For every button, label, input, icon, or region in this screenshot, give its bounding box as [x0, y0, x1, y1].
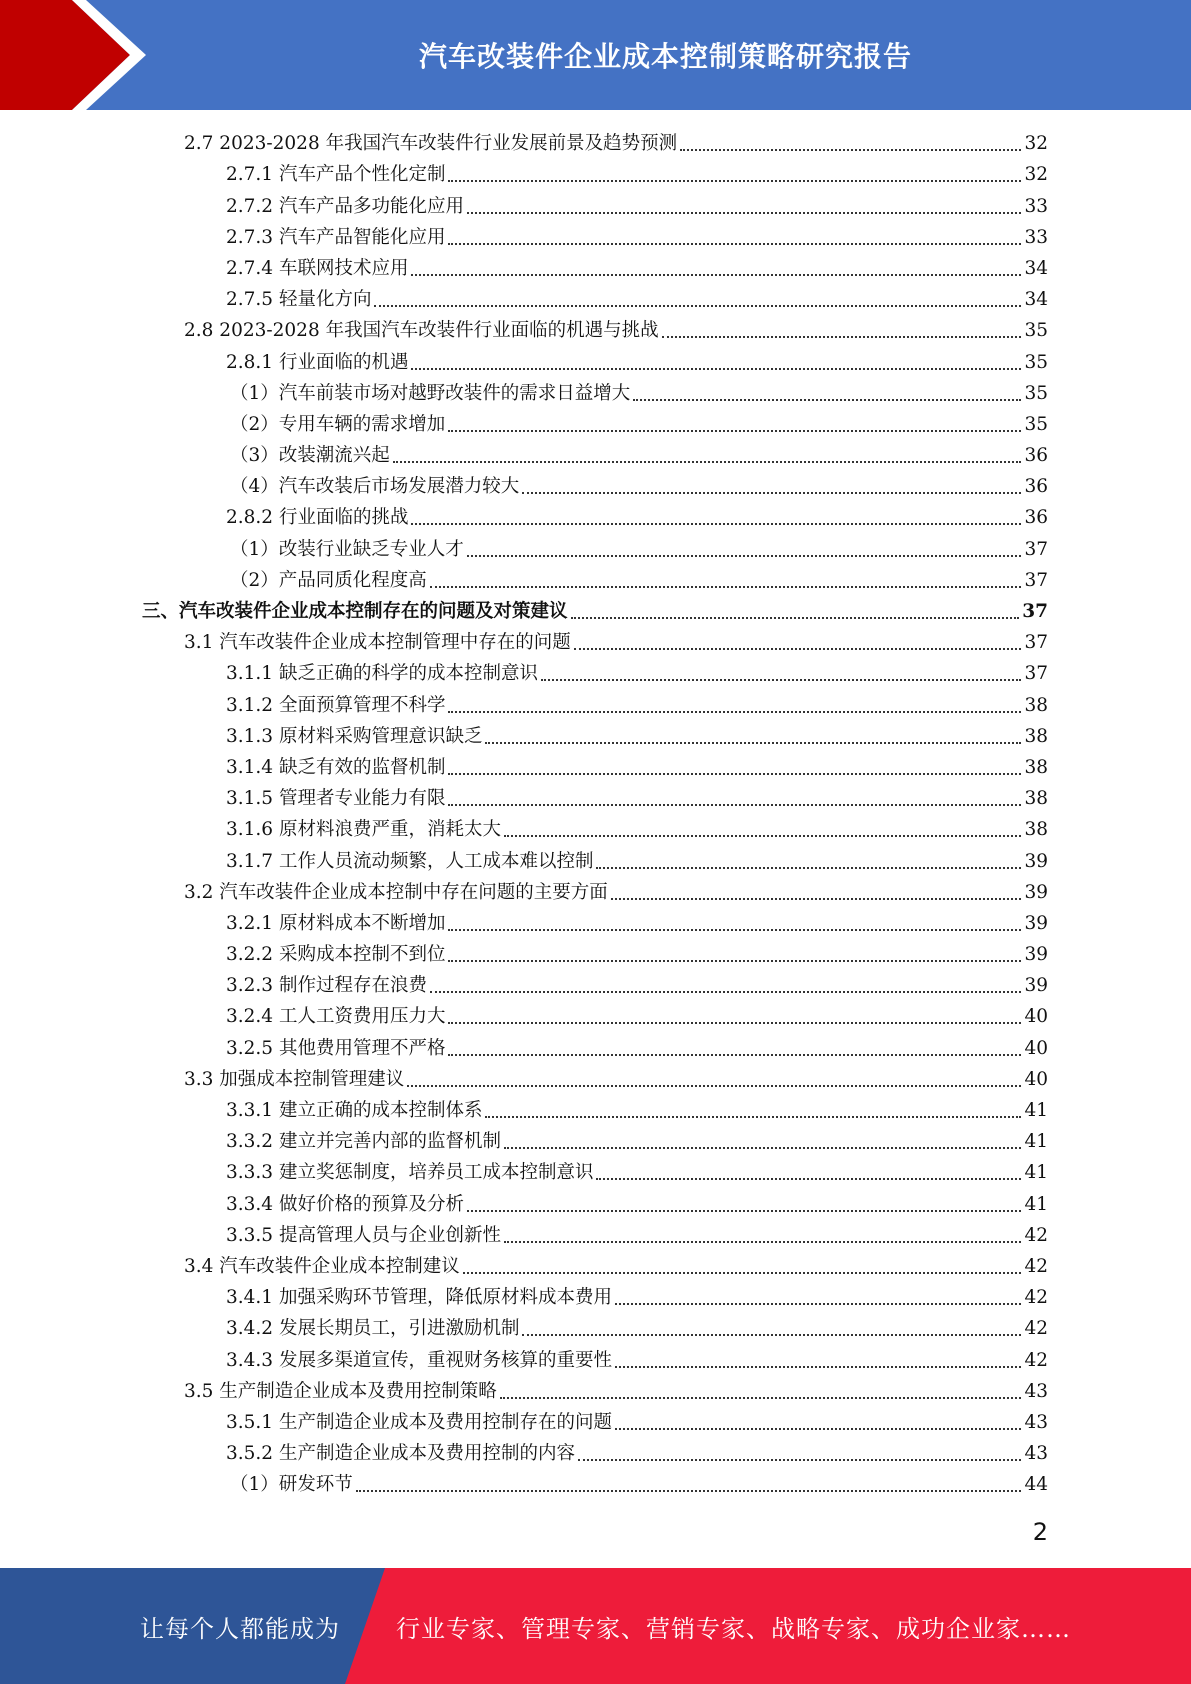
toc-entry-page: 38	[1024, 725, 1048, 747]
toc-entry-page: 40	[1024, 1037, 1048, 1059]
toc-leader-dots	[615, 1366, 1021, 1368]
toc-entry[interactable]	[142, 721, 1048, 752]
toc-entry-title: 3.2.5 其他费用管理不严格	[226, 1037, 446, 1059]
toc-leader-dots	[578, 1459, 1021, 1461]
toc-entry[interactable]	[142, 1282, 1048, 1313]
toc-entry-title: 3.4.2 发展长期员工，引进激励机制	[226, 1318, 520, 1340]
toc-leader-dots	[411, 274, 1021, 276]
toc-entry-page: 37	[1024, 632, 1048, 654]
toc-entry[interactable]	[142, 159, 1048, 190]
toc-entry-title: （1）改装行业缺乏专业人才	[230, 538, 464, 560]
toc-leader-dots	[541, 679, 1021, 681]
toc-leader-dots	[448, 430, 1021, 432]
toc-entry-page: 41	[1024, 1162, 1048, 1184]
toc-entry-title: （2）产品同质化程度高	[230, 569, 427, 591]
toc-entry-title: （1）汽车前装市场对越野改装件的需求日益增大	[230, 382, 631, 404]
page-header	[0, 0, 1191, 110]
toc-leader-dots	[633, 399, 1021, 401]
toc-entry-title: 3.3.5 提高管理人员与企业创新性	[226, 1224, 501, 1246]
page-footer	[0, 1568, 1191, 1684]
toc-entry-page: 33	[1024, 195, 1048, 217]
toc-leader-dots	[504, 835, 1021, 837]
toc-entry-page: 41	[1024, 1100, 1048, 1121]
toc-entry-page: 39	[1024, 850, 1048, 872]
toc-entry-title: 3.2.4 工人工资费用压力大	[226, 1006, 446, 1028]
toc-entry-page: 39	[1024, 912, 1048, 934]
toc-entry[interactable]	[142, 1438, 1048, 1469]
toc-entry[interactable]	[142, 783, 1048, 814]
toc-leader-dots	[571, 617, 1020, 619]
toc-entry[interactable]	[142, 1095, 1048, 1126]
toc-entry[interactable]	[142, 1001, 1048, 1032]
toc-leader-dots	[393, 461, 1022, 463]
toc-entry-page: 35	[1024, 351, 1048, 373]
toc-leader-dots	[662, 336, 1022, 338]
toc-entry-page: 38	[1024, 788, 1048, 810]
toc-entry-page: 36	[1024, 476, 1048, 498]
toc-entry-title: 3.2.2 采购成本控制不到位	[226, 944, 446, 966]
toc-entry[interactable]	[142, 190, 1048, 221]
toc-entry-page: 39	[1024, 975, 1048, 997]
toc-entry-title: 3.2.1 原材料成本不断增加	[226, 912, 446, 934]
toc-entry-title: 3.2 汽车改装件企业成本控制中存在问题的主要方面	[184, 881, 608, 903]
toc-leader-dots	[500, 1397, 1022, 1399]
toc-leader-dots	[467, 1210, 1021, 1212]
toc-entry[interactable]	[142, 1032, 1048, 1063]
toc-entry-page: 39	[1024, 944, 1048, 966]
toc-entry[interactable]	[142, 1407, 1048, 1438]
header-red-arrow	[0, 0, 130, 110]
toc-leader-dots	[485, 742, 1021, 744]
toc-entry-page: 43	[1024, 1443, 1048, 1465]
toc-entry-page: 42	[1024, 1224, 1048, 1246]
toc-leader-dots	[411, 368, 1021, 370]
toc-leader-dots	[522, 1334, 1021, 1336]
toc-entry-page: 37	[1024, 569, 1048, 591]
toc-entry-title: 3.5.1 生产制造企业成本及费用控制存在的问题	[226, 1411, 612, 1433]
toc-entry[interactable]	[142, 471, 1048, 502]
toc-leader-dots	[448, 929, 1021, 931]
toc-entry[interactable]	[142, 970, 1048, 1001]
table-of-contents	[142, 128, 1048, 1500]
toc-entry-page: 40	[1024, 1006, 1048, 1028]
toc-entry-title: 3.5 生产制造企业成本及费用控制策略	[184, 1380, 497, 1402]
toc-entry-page: 37	[1024, 538, 1048, 560]
toc-leader-dots	[430, 991, 1021, 993]
toc-entry[interactable]	[142, 253, 1048, 284]
toc-entry-page: 32	[1024, 133, 1048, 155]
toc-entry[interactable]	[142, 627, 1048, 658]
toc-entry[interactable]	[142, 565, 1048, 596]
toc-entry-page: 35	[1024, 320, 1048, 342]
toc-entry-page: 34	[1024, 257, 1048, 279]
toc-leader-dots	[463, 1272, 1022, 1274]
toc-entry-page: 33	[1024, 226, 1048, 248]
toc-entry-page: 41	[1024, 1131, 1048, 1153]
toc-entry-title: 2.7.3 汽车产品智能化应用	[226, 226, 446, 248]
toc-leader-dots	[430, 586, 1022, 588]
toc-entry[interactable]	[142, 845, 1048, 876]
toc-entry-title: 3.2.3 制作过程存在浪费	[226, 975, 427, 997]
toc-leader-dots	[374, 305, 1021, 307]
toc-entry-title: 2.7.2 汽车产品多功能化应用	[226, 195, 464, 217]
toc-entry[interactable]	[142, 222, 1048, 253]
toc-entry-page: 44	[1024, 1474, 1048, 1496]
toc-entry-title: 2.8.1 行业面临的机遇	[226, 351, 409, 373]
page-number: 2	[1032, 1518, 1048, 1546]
toc-leader-dots	[448, 243, 1021, 245]
toc-entry-title: 3.3 加强成本控制管理建议	[184, 1068, 405, 1090]
toc-entry-page: 41	[1024, 1193, 1048, 1215]
toc-entry-page: 42	[1024, 1318, 1048, 1340]
toc-entry-title: 3.4.3 发展多渠道宣传，重视财务核算的重要性	[226, 1349, 612, 1371]
toc-entry[interactable]	[142, 1251, 1048, 1282]
toc-entry[interactable]	[142, 596, 1048, 627]
toc-entry-page: 39	[1024, 881, 1048, 903]
toc-entry-title: 3.5.2 生产制造企业成本及费用控制的内容	[226, 1443, 575, 1465]
toc-entry-title: 3.4 汽车改装件企业成本控制建议	[184, 1255, 460, 1277]
toc-leader-dots	[467, 212, 1021, 214]
toc-entry[interactable]	[142, 689, 1048, 720]
toc-entry-page: 36	[1024, 507, 1048, 529]
toc-entry-title: （2）专用车辆的需求增加	[230, 413, 446, 435]
toc-entry-page: 38	[1024, 819, 1048, 841]
toc-leader-dots	[448, 180, 1021, 182]
toc-leader-dots	[485, 1116, 1021, 1118]
toc-entry-page: 38	[1024, 694, 1048, 716]
toc-entry-title: 3.1.7 工作人员流动频繁，人工成本难以控制	[226, 850, 594, 872]
toc-entry-title: 2.8 2023-2028 年我国汽车改装件行业面临的机遇与挑战	[184, 320, 659, 342]
toc-entry-title: 3.1.5 管理者专业能力有限	[226, 788, 446, 810]
toc-entry-title: 3.3.3 建立奖惩制度，培养员工成本控制意识	[226, 1162, 594, 1184]
toc-entry[interactable]	[142, 908, 1048, 939]
toc-leader-dots	[504, 1147, 1021, 1149]
toc-entry[interactable]	[142, 814, 1048, 845]
toc-entry-title: 2.7 2023-2028 年我国汽车改装件行业发展前景及趋势预测	[184, 133, 678, 155]
toc-entry[interactable]	[142, 315, 1048, 346]
toc-leader-dots	[680, 149, 1021, 151]
toc-entry-title: 3.1.3 原材料采购管理意识缺乏	[226, 725, 483, 747]
toc-leader-dots	[448, 804, 1021, 806]
toc-entry-page: 40	[1024, 1068, 1048, 1090]
toc-entry-title: 3.3.1 建立正确的成本控制体系	[226, 1100, 483, 1121]
toc-leader-dots	[596, 867, 1021, 869]
toc-entry[interactable]	[142, 346, 1048, 377]
toc-entry[interactable]	[142, 284, 1048, 315]
toc-entry-page: 38	[1024, 756, 1048, 778]
toc-leader-dots	[522, 492, 1021, 494]
toc-entry[interactable]	[142, 1220, 1048, 1251]
toc-entry-page: 34	[1024, 289, 1048, 311]
toc-entry[interactable]	[142, 939, 1048, 970]
toc-entry-page: 42	[1024, 1349, 1048, 1371]
toc-entry[interactable]	[142, 877, 1048, 908]
header-title: 汽车改装件企业成本控制策略研究报告	[418, 40, 912, 73]
toc-leader-dots	[467, 555, 1022, 557]
toc-entry[interactable]	[142, 1344, 1048, 1375]
toc-leader-dots	[411, 523, 1021, 525]
toc-entry-title: （1）研发环节	[230, 1474, 353, 1496]
toc-entry-page: 43	[1024, 1380, 1048, 1402]
toc-leader-dots	[448, 1054, 1021, 1056]
footer-slogan-right: 行业专家、管理专家、营销专家、战略专家、成功企业家……	[396, 1614, 1071, 1643]
toc-leader-dots	[615, 1303, 1021, 1305]
toc-entry-title: 2.8.2 行业面临的挑战	[226, 507, 409, 529]
toc-entry[interactable]	[142, 502, 1048, 533]
toc-entry-page: 37	[1024, 663, 1048, 685]
header-arrow-decoration	[0, 0, 160, 110]
toc-entry[interactable]	[142, 128, 1048, 159]
toc-leader-dots	[596, 1178, 1021, 1180]
toc-entry-title: 2.7.4 车联网技术应用	[226, 257, 409, 279]
toc-entry[interactable]	[142, 1126, 1048, 1157]
toc-entry-page: 37	[1022, 601, 1048, 622]
toc-entry[interactable]	[142, 533, 1048, 564]
toc-entry-title: 3.3.4 做好价格的预算及分析	[226, 1193, 464, 1215]
toc-entry[interactable]	[142, 440, 1048, 471]
toc-entry-title: 三、汽车改装件企业成本控制存在的问题及对策建议	[142, 601, 568, 622]
toc-entry[interactable]	[142, 1376, 1048, 1407]
toc-leader-dots	[504, 1241, 1021, 1243]
toc-entry-title: 3.3.2 建立并完善内部的监督机制	[226, 1131, 501, 1153]
toc-entry[interactable]	[142, 752, 1048, 783]
toc-entry-page: 36	[1024, 445, 1048, 467]
toc-entry[interactable]	[142, 1313, 1048, 1344]
toc-entry-title: （3）改装潮流兴起	[230, 445, 390, 467]
toc-entry-title: 3.4.1 加强采购环节管理，降低原材料成本费用	[226, 1287, 612, 1309]
toc-entry[interactable]	[142, 1157, 1048, 1188]
toc-entry[interactable]	[142, 1188, 1048, 1219]
toc-entry-page: 35	[1024, 382, 1048, 404]
toc-leader-dots	[574, 648, 1022, 650]
toc-entry-title: 3.1.2 全面预算管理不科学	[226, 694, 446, 716]
toc-leader-dots	[448, 1022, 1021, 1024]
toc-leader-dots	[448, 711, 1021, 713]
toc-leader-dots	[448, 773, 1021, 775]
toc-entry-page: 32	[1024, 164, 1048, 186]
toc-entry-title: 3.1.1 缺乏正确的科学的成本控制意识	[226, 663, 538, 685]
toc-entry-page: 42	[1024, 1255, 1048, 1277]
toc-entry-title: 3.1.6 原材料浪费严重，消耗太大	[226, 819, 501, 841]
toc-entry[interactable]	[142, 1469, 1048, 1500]
toc-entry-title: （4）汽车改装后市场发展潜力较大	[230, 476, 520, 498]
toc-entry-title: 2.7.5 轻量化方向	[226, 289, 372, 311]
toc-leader-dots	[407, 1085, 1021, 1087]
toc-entry-title: 2.7.1 汽车产品个性化定制	[226, 164, 446, 186]
toc-entry-title: 3.1.4 缺乏有效的监督机制	[226, 756, 446, 778]
toc-entry[interactable]	[142, 378, 1048, 409]
toc-leader-dots	[448, 960, 1021, 962]
toc-entry-page: 35	[1024, 413, 1048, 435]
toc-leader-dots	[615, 1428, 1021, 1430]
toc-entry-page: 43	[1024, 1411, 1048, 1433]
toc-leader-dots	[611, 898, 1022, 900]
toc-entry-page: 42	[1024, 1287, 1048, 1309]
toc-entry[interactable]	[142, 1064, 1048, 1095]
footer-slogan-left: 让每个人都能成为	[140, 1614, 340, 1643]
toc-entry[interactable]	[142, 409, 1048, 440]
toc-entry-title: 3.1 汽车改装件企业成本控制管理中存在的问题	[184, 632, 571, 654]
toc-leader-dots	[356, 1490, 1022, 1492]
toc-entry[interactable]	[142, 658, 1048, 689]
